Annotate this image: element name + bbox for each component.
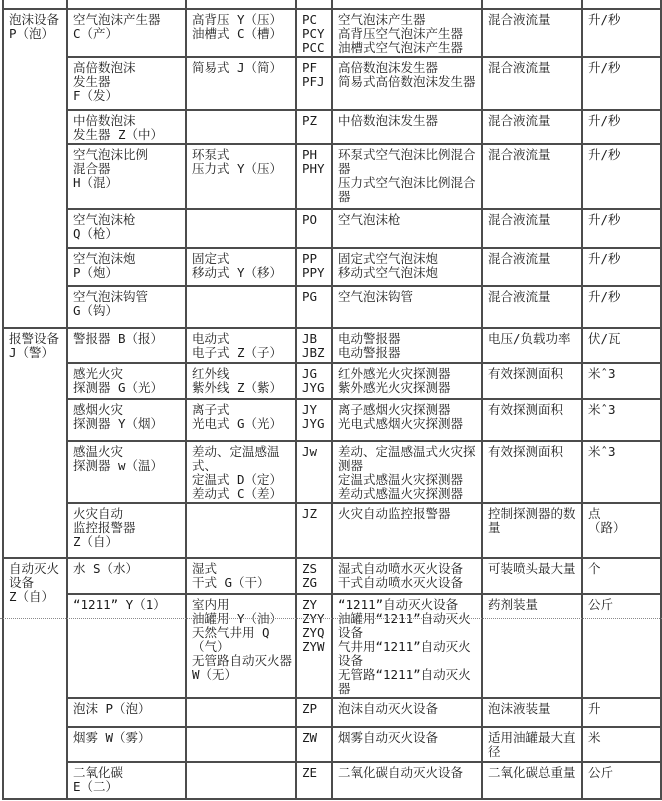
table-row [3,248,661,286]
table-row [3,286,661,328]
full-name-cell: 湿式自动喷水灭火设备 干式自动喷水灭火设备 [332,558,482,594]
unit-cell: 升/秒 [582,286,661,328]
code-cell: ZW [296,727,332,762]
full-name-cell: 烟雾自动灭火设备 [332,727,482,762]
code-cell: JG JYG [296,363,332,399]
parameter-cell: 有效探测面积 [482,399,582,441]
name-cell: 水 S（水） [67,558,186,594]
table-row [3,503,661,558]
unit-cell: 升 [582,698,661,727]
type-cell [186,209,296,248]
table-row [3,328,661,363]
table-row [3,110,661,144]
table-row [3,594,661,698]
full-name-cell: 火灾自动监控报警器 [332,503,482,558]
full-name-cell: 中倍数泡沫发生器 [332,110,482,144]
code-cell: PF PFJ [296,57,332,110]
name-cell: 空气泡沫钩管 G（钩） [67,286,186,328]
code-cell: ZS ZG [296,558,332,594]
table-row [3,698,661,727]
parameter-cell: 混合液流量 [482,286,582,328]
full-name-cell: 固定式空气泡沫炮 移动式空气泡沫炮 [332,248,482,286]
unit-cell: 升/秒 [582,144,661,209]
empty-cell [67,0,186,9]
parameter-cell: 二氧化碳总重量 [482,762,582,799]
table-row [3,558,661,594]
full-name-cell: 泡沫自动灭火设备 [332,698,482,727]
parameter-cell: 混合液流量 [482,248,582,286]
table-body [3,0,661,799]
table-row [3,57,661,110]
type-cell: 红外线 紫外线 Z（紫） [186,363,296,399]
full-name-cell: 空气泡沫枪 [332,209,482,248]
unit-cell: 个 [582,558,661,594]
table-row [3,762,661,799]
empty-cell [332,0,482,9]
parameter-cell: 电压/负载功率 [482,328,582,363]
parameter-cell: 有效探测面积 [482,441,582,503]
unit-cell: 公斤 [582,762,661,799]
name-cell: “1211” Y（1） [67,594,186,698]
full-name-cell: 电动警报器 电动警报器 [332,328,482,363]
parameter-cell: 混合液流量 [482,209,582,248]
full-name-cell: 环泵式空气泡沫比例混合器 压力式空气泡沫比例混合器 [332,144,482,209]
code-cell: JB JBZ [296,328,332,363]
code-cell: ZY ZYY ZYQ ZYW [296,594,332,698]
full-name-cell: 二氧化碳自动灭火设备 [332,762,482,799]
full-name-cell: 高倍数泡沫发生器 简易式高倍数泡沫发生器 [332,57,482,110]
code-cell: PO [296,209,332,248]
full-name-cell: 空气泡沫产生器 高背压空气泡沫产生器 油槽式空气泡沫产生器 [332,9,482,57]
table-row [3,441,661,503]
code-cell: ZP [296,698,332,727]
unit-cell: 升/秒 [582,110,661,144]
full-name-cell: 空气泡沫钩管 [332,286,482,328]
code-cell: JZ [296,503,332,558]
unit-cell: 升/秒 [582,209,661,248]
parameter-cell: 药剂装量 [482,594,582,698]
type-cell: 室内用 油罐用 Y（油） 天然气井用 Q（气） 无管路自动灭火器 W（无） [186,594,296,698]
full-name-cell: 离子感烟火灾探测器 光电式感烟火灾探测器 [332,399,482,441]
type-cell [186,727,296,762]
table-row [3,727,661,762]
name-cell: 高倍数泡沫 发生器 F（发） [67,57,186,110]
name-cell: 二氧化碳 E（二） [67,762,186,799]
parameter-cell: 混合液流量 [482,144,582,209]
parameter-cell: 有效探测面积 [482,363,582,399]
empty-cell [3,0,67,9]
parameter-cell: 混合液流量 [482,57,582,110]
type-cell: 固定式 移动式 Y（移） [186,248,296,286]
equipment-classification-table [2,0,662,800]
type-cell [186,698,296,727]
name-cell: 烟雾 W（雾） [67,727,186,762]
unit-cell: 米 [582,727,661,762]
category-cell: 报警设备 J（警） [3,328,67,558]
name-cell: 空气泡沫炮 P（炮） [67,248,186,286]
code-cell: PP PPY [296,248,332,286]
empty-cell [186,0,296,9]
type-cell [186,110,296,144]
empty-cell [482,0,582,9]
name-cell: 空气泡沫产生器 C（产） [67,9,186,57]
name-cell: 感光火灾 探测器 G（光） [67,363,186,399]
type-cell: 湿式 干式 G（干） [186,558,296,594]
table-row [3,209,661,248]
empty-cell [582,0,661,9]
unit-cell: 米ˆ3 [582,399,661,441]
type-cell: 环泵式 压力式 Y（压） [186,144,296,209]
code-cell: ZE [296,762,332,799]
unit-cell: 公斤 [582,594,661,698]
full-name-cell: “1211”自动灭火设备 油罐用“1211”自动灭火设备 气井用“1211”自动灭火设备 无管路“1211”自动灭火器 [332,594,482,698]
type-cell [186,762,296,799]
type-cell [186,286,296,328]
name-cell: 警报器 B（报） [67,328,186,363]
full-name-cell: 差动、定温感温式火灾探测器 定温式感温火灾探测器 差动式感温火灾探测器 [332,441,482,503]
unit-cell: 米ˆ3 [582,441,661,503]
name-cell: 感温火灾 探测器 w（温） [67,441,186,503]
type-cell: 电动式 电子式 Z（子） [186,328,296,363]
empty-cell [296,0,332,9]
table-row [3,363,661,399]
type-cell [186,503,296,558]
name-cell: 空气泡沫比例 混合器 H（混） [67,144,186,209]
full-name-cell: 红外感光火灾探测器 紫外感光火灾探测器 [332,363,482,399]
table-row [3,399,661,441]
unit-cell: 升/秒 [582,248,661,286]
code-cell: PH PHY [296,144,332,209]
type-cell: 差动、定温感温式、 定温式 D（定） 差动式 C（差） [186,441,296,503]
name-cell: 泡沫 P（泡） [67,698,186,727]
name-cell: 中倍数泡沫 发生器 Z（中） [67,110,186,144]
type-cell: 离子式 光电式 G（光） [186,399,296,441]
category-cell: 自动灭火 设备 Z（自） [3,558,67,799]
code-cell: PZ [296,110,332,144]
code-cell: JY JYG [296,399,332,441]
parameter-cell: 混合液流量 [482,9,582,57]
name-cell: 火灾自动 监控报警器 Z（自） [67,503,186,558]
code-cell: Jw [296,441,332,503]
unit-cell: 伏/瓦 [582,328,661,363]
unit-cell: 米ˆ3 [582,363,661,399]
code-cell: PC PCY PCC [296,9,332,57]
parameter-cell: 可装喷头最大量 [482,558,582,594]
category-cell: 泡沫设备 P（泡） [3,9,67,328]
type-cell: 简易式 J（简） [186,57,296,110]
unit-cell: 升/秒 [582,57,661,110]
parameter-cell: 适用油罐最大直径 [482,727,582,762]
parameter-cell: 混合液流量 [482,110,582,144]
name-cell: 空气泡沫枪 Q（枪） [67,209,186,248]
unit-cell: 点 （路） [582,503,661,558]
parameter-cell: 泡沫液装量 [482,698,582,727]
code-cell: PG [296,286,332,328]
name-cell: 感烟火灾 探测器 Y（烟） [67,399,186,441]
table-row [3,144,661,209]
parameter-cell: 控制探测器的数量 [482,503,582,558]
clipped-top-row [3,0,661,9]
type-cell: 高背压 Y（压） 油槽式 C（槽） [186,9,296,57]
table-row [3,9,661,57]
unit-cell: 升/秒 [582,9,661,57]
